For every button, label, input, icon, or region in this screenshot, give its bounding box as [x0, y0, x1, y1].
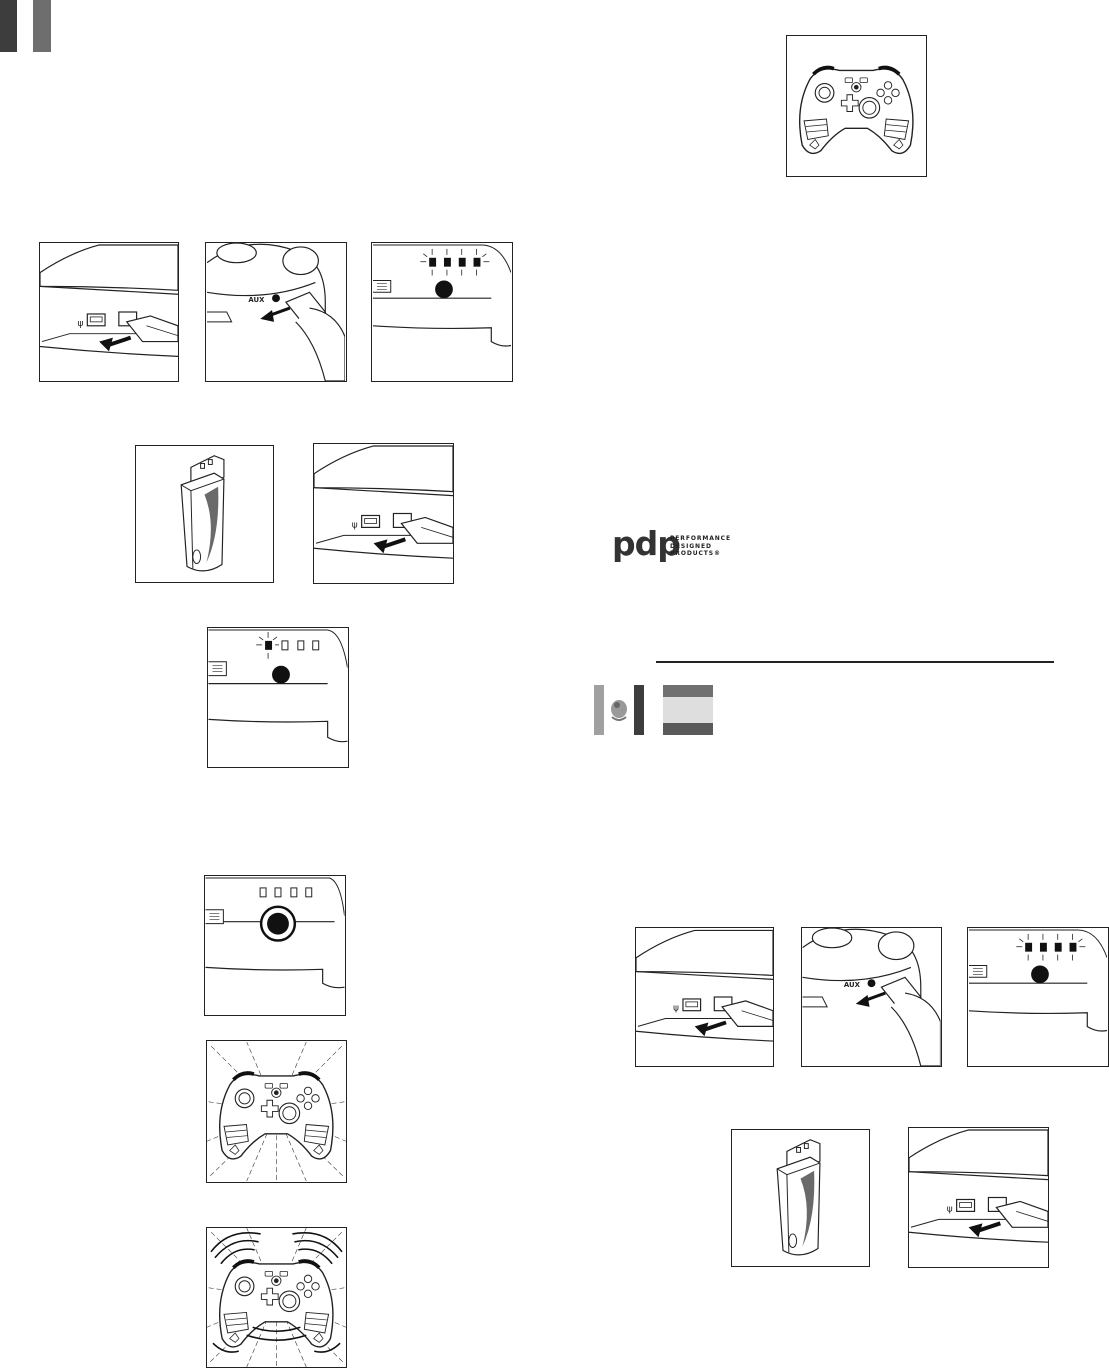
pdp-wordmark: pdp — [612, 524, 680, 563]
console-usb-port-icon — [314, 444, 453, 583]
coat-of-arms-icon — [607, 697, 631, 723]
pdp-tagline — [670, 535, 731, 558]
stripe-top — [663, 685, 713, 697]
cable-to-controller-illustration-2 — [801, 927, 942, 1067]
console-usb-port-icon — [636, 928, 773, 1066]
pdp-logo — [612, 524, 752, 564]
flag-left-band — [594, 685, 604, 735]
cable-to-controller-illustration — [205, 242, 347, 382]
led-lights-icon — [968, 928, 1108, 1066]
controller-icon — [207, 1228, 346, 1367]
usb-dongle-icon — [136, 446, 273, 582]
console-usb-port-illustration-3 — [635, 927, 774, 1067]
flag-right-band — [634, 685, 644, 735]
page-tab-mid — [33, 0, 51, 52]
usb-dongle-illustration — [135, 445, 274, 583]
console-usb-port-illustration-2 — [313, 443, 454, 584]
led-lights-icon — [372, 243, 512, 381]
section-divider — [656, 661, 1054, 663]
console-usb-port-icon — [909, 1128, 1048, 1267]
stripe-bottom — [663, 723, 713, 735]
stripe-flag — [663, 685, 713, 735]
controller-top-illustration — [786, 35, 927, 177]
usb-dongle-icon — [732, 1130, 869, 1266]
leds-flashing-illustration — [371, 242, 513, 382]
controller-vibrate-illustration — [206, 1227, 347, 1368]
pdp-tagline-line-2: DESIGNED — [670, 542, 712, 550]
stripe-middle — [663, 697, 713, 723]
led-lights-icon — [208, 628, 348, 767]
console-usb-port-illustration-4 — [908, 1127, 1049, 1268]
console-usb-port-illustration — [39, 242, 179, 382]
page-tab-dark — [0, 0, 17, 52]
pdp-tagline-line-3: PRODUCTS® — [670, 550, 721, 557]
usb-dongle-illustration-2 — [731, 1129, 870, 1267]
power-button-icon — [205, 876, 345, 1015]
controller-flash-illustration — [206, 1040, 347, 1183]
single-led-illustration — [207, 627, 349, 768]
cable-plug-icon — [802, 928, 941, 1066]
cable-plug-icon — [206, 243, 346, 381]
leds-flashing-illustration-2 — [967, 927, 1109, 1067]
controller-icon — [787, 36, 926, 176]
console-usb-port-icon — [40, 243, 178, 381]
pdp-tagline-line-1: PERFORMANCE — [670, 535, 731, 542]
power-button-illustration — [204, 875, 346, 1016]
controller-icon — [207, 1041, 346, 1182]
language-flag — [594, 685, 644, 735]
